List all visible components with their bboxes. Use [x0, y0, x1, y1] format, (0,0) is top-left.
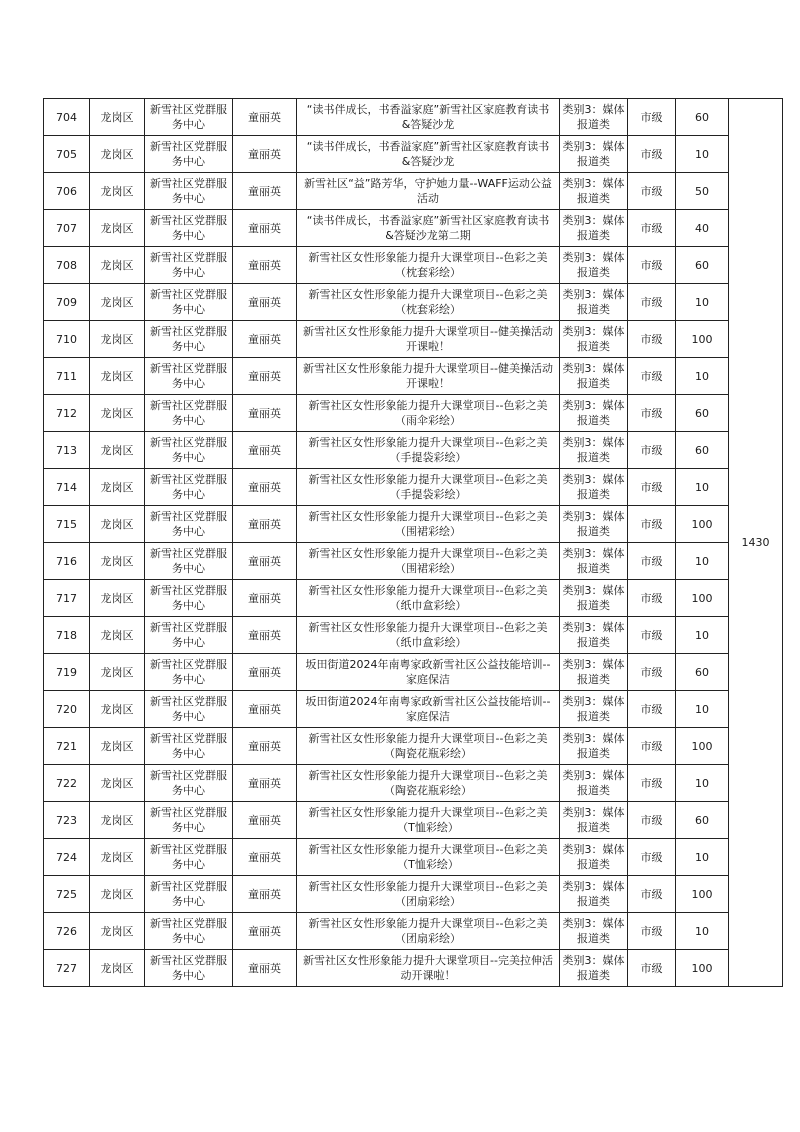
district-cell: 龙岗区	[90, 950, 145, 987]
row-number-cell: 717	[44, 580, 90, 617]
district-cell: 龙岗区	[90, 691, 145, 728]
activity-title-cell: 新雪社区女性形象能力提升大课堂项目--色彩之美（T恤彩绘）	[297, 839, 560, 876]
district-cell: 龙岗区	[90, 913, 145, 950]
table-row	[44, 247, 783, 284]
score-cell: 60	[676, 99, 729, 136]
score-cell: 10	[676, 543, 729, 580]
total-score-cell: 1430	[729, 99, 783, 987]
table-row	[44, 432, 783, 469]
score-cell: 10	[676, 284, 729, 321]
category-cell: 类别3：媒体报道类	[560, 876, 628, 913]
score-cell: 60	[676, 432, 729, 469]
row-number-cell: 722	[44, 765, 90, 802]
activity-title-cell: 新雪社区女性形象能力提升大课堂项目--色彩之美（枕套彩绘）	[297, 284, 560, 321]
level-cell: 市级	[628, 950, 676, 987]
level-cell: 市级	[628, 321, 676, 358]
table-row	[44, 358, 783, 395]
district-cell: 龙岗区	[90, 395, 145, 432]
level-cell: 市级	[628, 728, 676, 765]
district-cell: 龙岗区	[90, 543, 145, 580]
score-cell: 100	[676, 580, 729, 617]
organization-cell: 新雪社区党群服务中心	[145, 284, 233, 321]
level-cell: 市级	[628, 247, 676, 284]
row-number-cell: 721	[44, 728, 90, 765]
score-cell: 40	[676, 210, 729, 247]
activity-title-cell: 坂田街道2024年南粤家政新雪社区公益技能培训--家庭保洁	[297, 691, 560, 728]
category-cell: 类别3：媒体报道类	[560, 691, 628, 728]
table-row	[44, 617, 783, 654]
organization-cell: 新雪社区党群服务中心	[145, 913, 233, 950]
category-cell: 类别3：媒体报道类	[560, 950, 628, 987]
activity-title-cell: 新雪社区女性形象能力提升大课堂项目--色彩之美（围裙彩绘）	[297, 506, 560, 543]
district-cell: 龙岗区	[90, 876, 145, 913]
activity-title-cell: “读书伴成长，书香溢家庭”新雪社区家庭教育读书&答疑沙龙	[297, 99, 560, 136]
score-cell: 10	[676, 469, 729, 506]
category-cell: 类别3：媒体报道类	[560, 839, 628, 876]
category-cell: 类别3：媒体报道类	[560, 247, 628, 284]
level-cell: 市级	[628, 691, 676, 728]
table-row	[44, 950, 783, 987]
organization-cell: 新雪社区党群服务中心	[145, 469, 233, 506]
person-cell: 童丽英	[233, 765, 297, 802]
category-cell: 类别3：媒体报道类	[560, 210, 628, 247]
person-cell: 童丽英	[233, 506, 297, 543]
person-cell: 童丽英	[233, 580, 297, 617]
row-number-cell: 715	[44, 506, 90, 543]
district-cell: 龙岗区	[90, 765, 145, 802]
row-number-cell: 716	[44, 543, 90, 580]
category-cell: 类别3：媒体报道类	[560, 654, 628, 691]
person-cell: 童丽英	[233, 469, 297, 506]
person-cell: 童丽英	[233, 654, 297, 691]
row-number-cell: 726	[44, 913, 90, 950]
table-row	[44, 136, 783, 173]
table-row	[44, 173, 783, 210]
score-cell: 10	[676, 358, 729, 395]
score-cell: 60	[676, 395, 729, 432]
activity-title-cell: 新雪社区女性形象能力提升大课堂项目--色彩之美（纸巾盒彩绘）	[297, 617, 560, 654]
level-cell: 市级	[628, 543, 676, 580]
district-cell: 龙岗区	[90, 728, 145, 765]
activity-title-cell: 新雪社区“益”路芳华，守护她力量--WAFF运动公益活动	[297, 173, 560, 210]
score-cell: 100	[676, 950, 729, 987]
person-cell: 童丽英	[233, 136, 297, 173]
organization-cell: 新雪社区党群服务中心	[145, 839, 233, 876]
table-body	[44, 99, 783, 987]
level-cell: 市级	[628, 839, 676, 876]
level-cell: 市级	[628, 99, 676, 136]
score-cell: 60	[676, 247, 729, 284]
category-cell: 类别3：媒体报道类	[560, 728, 628, 765]
activity-title-cell: 新雪社区女性形象能力提升大课堂项目--健美操活动开课啦！	[297, 358, 560, 395]
category-cell: 类别3：媒体报道类	[560, 802, 628, 839]
row-number-cell: 727	[44, 950, 90, 987]
score-cell: 60	[676, 802, 729, 839]
table-row	[44, 654, 783, 691]
organization-cell: 新雪社区党群服务中心	[145, 654, 233, 691]
district-cell: 龙岗区	[90, 321, 145, 358]
level-cell: 市级	[628, 876, 676, 913]
activity-title-cell: 新雪社区女性形象能力提升大课堂项目--色彩之美（纸巾盒彩绘）	[297, 580, 560, 617]
table-row	[44, 469, 783, 506]
district-cell: 龙岗区	[90, 284, 145, 321]
table-row	[44, 543, 783, 580]
person-cell: 童丽英	[233, 321, 297, 358]
district-cell: 龙岗区	[90, 210, 145, 247]
level-cell: 市级	[628, 617, 676, 654]
level-cell: 市级	[628, 506, 676, 543]
person-cell: 童丽英	[233, 913, 297, 950]
district-cell: 龙岗区	[90, 247, 145, 284]
activity-title-cell: 新雪社区女性形象能力提升大课堂项目--色彩之美（陶瓷花瓶彩绘）	[297, 728, 560, 765]
organization-cell: 新雪社区党群服务中心	[145, 99, 233, 136]
table-row	[44, 691, 783, 728]
person-cell: 童丽英	[233, 358, 297, 395]
score-cell: 10	[676, 691, 729, 728]
row-number-cell: 709	[44, 284, 90, 321]
level-cell: 市级	[628, 395, 676, 432]
category-cell: 类别3：媒体报道类	[560, 432, 628, 469]
table-row	[44, 506, 783, 543]
organization-cell: 新雪社区党群服务中心	[145, 802, 233, 839]
category-cell: 类别3：媒体报道类	[560, 358, 628, 395]
activity-title-cell: 新雪社区女性形象能力提升大课堂项目--完美拉伸活动开课啦！	[297, 950, 560, 987]
activity-title-cell: 坂田街道2024年南粤家政新雪社区公益技能培训--家庭保洁	[297, 654, 560, 691]
activity-title-cell: 新雪社区女性形象能力提升大课堂项目--健美操活动开课啦！	[297, 321, 560, 358]
organization-cell: 新雪社区党群服务中心	[145, 765, 233, 802]
district-cell: 龙岗区	[90, 358, 145, 395]
district-cell: 龙岗区	[90, 432, 145, 469]
row-number-cell: 724	[44, 839, 90, 876]
activity-title-cell: 新雪社区女性形象能力提升大课堂项目--色彩之美（陶瓷花瓶彩绘）	[297, 765, 560, 802]
category-cell: 类别3：媒体报道类	[560, 506, 628, 543]
person-cell: 童丽英	[233, 950, 297, 987]
person-cell: 童丽英	[233, 284, 297, 321]
table-row	[44, 839, 783, 876]
row-number-cell: 720	[44, 691, 90, 728]
row-number-cell: 708	[44, 247, 90, 284]
row-number-cell: 714	[44, 469, 90, 506]
level-cell: 市级	[628, 136, 676, 173]
organization-cell: 新雪社区党群服务中心	[145, 210, 233, 247]
organization-cell: 新雪社区党群服务中心	[145, 321, 233, 358]
table-row	[44, 802, 783, 839]
category-cell: 类别3：媒体报道类	[560, 913, 628, 950]
records-table	[43, 98, 783, 987]
score-cell: 100	[676, 506, 729, 543]
level-cell: 市级	[628, 654, 676, 691]
table-row	[44, 580, 783, 617]
score-cell: 10	[676, 913, 729, 950]
category-cell: 类别3：媒体报道类	[560, 469, 628, 506]
score-cell: 10	[676, 765, 729, 802]
district-cell: 龙岗区	[90, 99, 145, 136]
level-cell: 市级	[628, 469, 676, 506]
person-cell: 童丽英	[233, 247, 297, 284]
organization-cell: 新雪社区党群服务中心	[145, 506, 233, 543]
score-cell: 100	[676, 728, 729, 765]
table-row	[44, 321, 783, 358]
category-cell: 类别3：媒体报道类	[560, 99, 628, 136]
score-cell: 100	[676, 876, 729, 913]
person-cell: 童丽英	[233, 691, 297, 728]
row-number-cell: 704	[44, 99, 90, 136]
row-number-cell: 705	[44, 136, 90, 173]
activity-title-cell: 新雪社区女性形象能力提升大课堂项目--色彩之美（手提袋彩绘）	[297, 432, 560, 469]
organization-cell: 新雪社区党群服务中心	[145, 247, 233, 284]
person-cell: 童丽英	[233, 617, 297, 654]
district-cell: 龙岗区	[90, 506, 145, 543]
row-number-cell: 707	[44, 210, 90, 247]
category-cell: 类别3：媒体报道类	[560, 395, 628, 432]
row-number-cell: 713	[44, 432, 90, 469]
person-cell: 童丽英	[233, 173, 297, 210]
category-cell: 类别3：媒体报道类	[560, 765, 628, 802]
organization-cell: 新雪社区党群服务中心	[145, 950, 233, 987]
table-row	[44, 99, 783, 136]
district-cell: 龙岗区	[90, 654, 145, 691]
district-cell: 龙岗区	[90, 580, 145, 617]
table-row	[44, 284, 783, 321]
category-cell: 类别3：媒体报道类	[560, 543, 628, 580]
person-cell: 童丽英	[233, 210, 297, 247]
organization-cell: 新雪社区党群服务中心	[145, 173, 233, 210]
row-number-cell: 712	[44, 395, 90, 432]
person-cell: 童丽英	[233, 543, 297, 580]
row-number-cell: 710	[44, 321, 90, 358]
activity-title-cell: 新雪社区女性形象能力提升大课堂项目--色彩之美（围裙彩绘）	[297, 543, 560, 580]
table-row	[44, 913, 783, 950]
level-cell: 市级	[628, 284, 676, 321]
district-cell: 龙岗区	[90, 136, 145, 173]
level-cell: 市级	[628, 210, 676, 247]
score-cell: 10	[676, 839, 729, 876]
organization-cell: 新雪社区党群服务中心	[145, 580, 233, 617]
table-row	[44, 765, 783, 802]
person-cell: 童丽英	[233, 728, 297, 765]
level-cell: 市级	[628, 913, 676, 950]
organization-cell: 新雪社区党群服务中心	[145, 728, 233, 765]
level-cell: 市级	[628, 173, 676, 210]
score-cell: 60	[676, 654, 729, 691]
district-cell: 龙岗区	[90, 839, 145, 876]
level-cell: 市级	[628, 802, 676, 839]
activity-title-cell: “读书伴成长，书香溢家庭”新雪社区家庭教育读书&答疑沙龙	[297, 136, 560, 173]
district-cell: 龙岗区	[90, 173, 145, 210]
row-number-cell: 719	[44, 654, 90, 691]
organization-cell: 新雪社区党群服务中心	[145, 136, 233, 173]
level-cell: 市级	[628, 432, 676, 469]
category-cell: 类别3：媒体报道类	[560, 321, 628, 358]
activity-title-cell: 新雪社区女性形象能力提升大课堂项目--色彩之美（雨伞彩绘）	[297, 395, 560, 432]
activity-title-cell: 新雪社区女性形象能力提升大课堂项目--色彩之美（手提袋彩绘）	[297, 469, 560, 506]
category-cell: 类别3：媒体报道类	[560, 173, 628, 210]
activity-title-cell: 新雪社区女性形象能力提升大课堂项目--色彩之美（团扇彩绘）	[297, 913, 560, 950]
score-cell: 10	[676, 617, 729, 654]
person-cell: 童丽英	[233, 839, 297, 876]
score-cell: 10	[676, 136, 729, 173]
category-cell: 类别3：媒体报道类	[560, 284, 628, 321]
person-cell: 童丽英	[233, 99, 297, 136]
table-row	[44, 210, 783, 247]
activity-title-cell: 新雪社区女性形象能力提升大课堂项目--色彩之美（团扇彩绘）	[297, 876, 560, 913]
level-cell: 市级	[628, 765, 676, 802]
person-cell: 童丽英	[233, 432, 297, 469]
organization-cell: 新雪社区党群服务中心	[145, 543, 233, 580]
score-cell: 50	[676, 173, 729, 210]
district-cell: 龙岗区	[90, 802, 145, 839]
organization-cell: 新雪社区党群服务中心	[145, 395, 233, 432]
category-cell: 类别3：媒体报道类	[560, 580, 628, 617]
organization-cell: 新雪社区党群服务中心	[145, 876, 233, 913]
activity-title-cell: 新雪社区女性形象能力提升大课堂项目--色彩之美（枕套彩绘）	[297, 247, 560, 284]
activity-title-cell: 新雪社区女性形象能力提升大课堂项目--色彩之美（T恤彩绘）	[297, 802, 560, 839]
organization-cell: 新雪社区党群服务中心	[145, 617, 233, 654]
row-number-cell: 725	[44, 876, 90, 913]
person-cell: 童丽英	[233, 802, 297, 839]
person-cell: 童丽英	[233, 395, 297, 432]
district-cell: 龙岗区	[90, 469, 145, 506]
table-row	[44, 876, 783, 913]
table-row	[44, 395, 783, 432]
row-number-cell: 718	[44, 617, 90, 654]
score-cell: 100	[676, 321, 729, 358]
organization-cell: 新雪社区党群服务中心	[145, 358, 233, 395]
district-cell: 龙岗区	[90, 617, 145, 654]
category-cell: 类别3：媒体报道类	[560, 136, 628, 173]
row-number-cell: 723	[44, 802, 90, 839]
row-number-cell: 711	[44, 358, 90, 395]
organization-cell: 新雪社区党群服务中心	[145, 691, 233, 728]
activity-title-cell: “读书伴成长，书香溢家庭”新雪社区家庭教育读书&答疑沙龙第二期	[297, 210, 560, 247]
person-cell: 童丽英	[233, 876, 297, 913]
category-cell: 类别3：媒体报道类	[560, 617, 628, 654]
organization-cell: 新雪社区党群服务中心	[145, 432, 233, 469]
table-row	[44, 728, 783, 765]
row-number-cell: 706	[44, 173, 90, 210]
level-cell: 市级	[628, 358, 676, 395]
level-cell: 市级	[628, 580, 676, 617]
